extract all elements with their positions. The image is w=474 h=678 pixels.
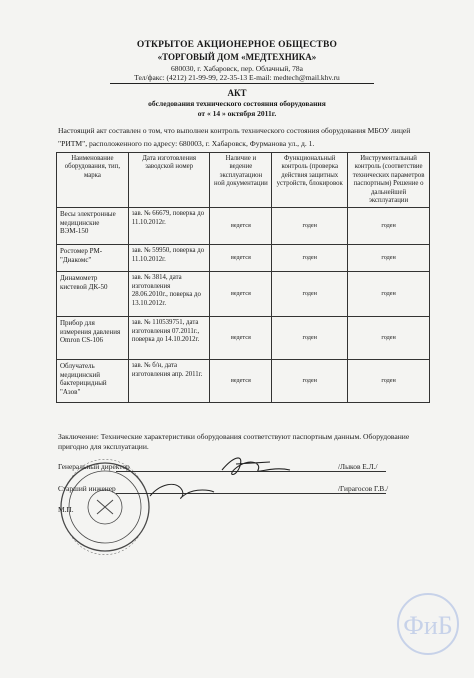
signature-name: /Гирагосов Г.В./ [338,484,389,493]
svg-text:ФиБ: ФиБ [403,611,453,640]
signature-role: Старший инженер [58,484,116,493]
equipment-serial: зав. № 3814, дата изготовления 28.06.2010г., поверка до 13.10.2012г. [128,272,210,317]
equipment-name: Облучатель медицинский бактерицидный "Азов" [57,360,129,403]
equipment-serial: зав. № 110539751, дата изготовления 07.2011г., поверка до 14.10.2012г. [128,317,210,360]
instrumental-status: годен [348,360,430,403]
functional-status: годен [272,272,348,317]
docs-status: ведется [210,272,272,317]
document-date: от « 14 » октября 2011г. [197,109,277,118]
signature-name: /Лыков Е.Л./ [338,462,378,471]
org-name-line2: «ТОРГОВЫЙ ДОМ «МЕДТЕХНИКА» [157,52,317,62]
company-stamp [61,459,149,554]
stamp-label: М.П. [58,505,74,514]
column-header: Наличие и ведение эксплуатацион ной документации [210,153,272,208]
equipment-name: Прибор для измерения давления Omron CS-106 [57,317,129,360]
equipment-name: Ростомер РМ-"Диакомс" [57,245,129,272]
functional-status: годен [272,245,348,272]
signature-role: Генеральный директор [58,462,130,471]
equipment-name: Динамометр кистевой ДК-50 [57,272,129,317]
equipment-serial: зав. № 59950, поверка до 11.10.2012г. [128,245,210,272]
docs-status: ведется [210,245,272,272]
column-header: Дата изготовления заводской номер [128,153,210,208]
org-name-line1: ОТКРЫТОЕ АКЦИОНЕРНОЕ ОБЩЕСТВО [136,40,338,50]
instrumental-status: годен [348,208,430,245]
instrumental-status: годен [348,245,430,272]
equipment-serial: зав. № 66679, поверка до 11.10.2012г. [128,208,210,245]
docs-status: ведется [210,360,272,403]
engineer-signature [150,484,214,498]
document-subtitle: обследования технического состояния оборудования [148,99,326,108]
conclusion-text: Заключение: Технические характеристики оборудования соответствуют паспортным данным. Оборудование пригодно для эксплуатации. [58,432,410,451]
functional-status: годен [272,317,348,360]
functional-status: годен [272,208,348,245]
equipment-name: Весы электронные медицинские ВЭМ-150 [57,208,129,245]
instrumental-status: годен [348,317,430,360]
docs-status: ведется [210,208,272,245]
intro-paragraph: Настоящий акт составлен о том, что выполнен контроль технического состояния оборудования МБОУ лицей "РИТМ", расположенного по адресу: 680003, г. Хабаровск, Фурманова ул., д. 1. [58,126,411,148]
column-header: Наименование оборудования, тип, марка [57,153,129,208]
column-header: Инструментальный контроль (соответствие технических параметров паспортным) Решение о дальнейшей эксплуатации [348,153,430,208]
document-title: АКТ [227,88,247,98]
column-header: Функциональный контроль (проверка действия защитных устройств, блокировок [272,153,348,208]
org-contacts: Тел/факс: (4212) 21-99-99, 22-35-13 E-mail: medtech@mail.khv.ru [134,73,340,82]
instrumental-status: годен [348,272,430,317]
director-signature [222,458,290,475]
watermark-logo [398,594,458,654]
functional-status: годен [272,360,348,403]
equipment-serial: зав. № б/н, дата изготовления апр. 2011г. [128,360,210,403]
org-address: 680030, г. Хабаровск, пер. Облачный, 78а [171,64,303,73]
docs-status: ведется [210,317,272,360]
